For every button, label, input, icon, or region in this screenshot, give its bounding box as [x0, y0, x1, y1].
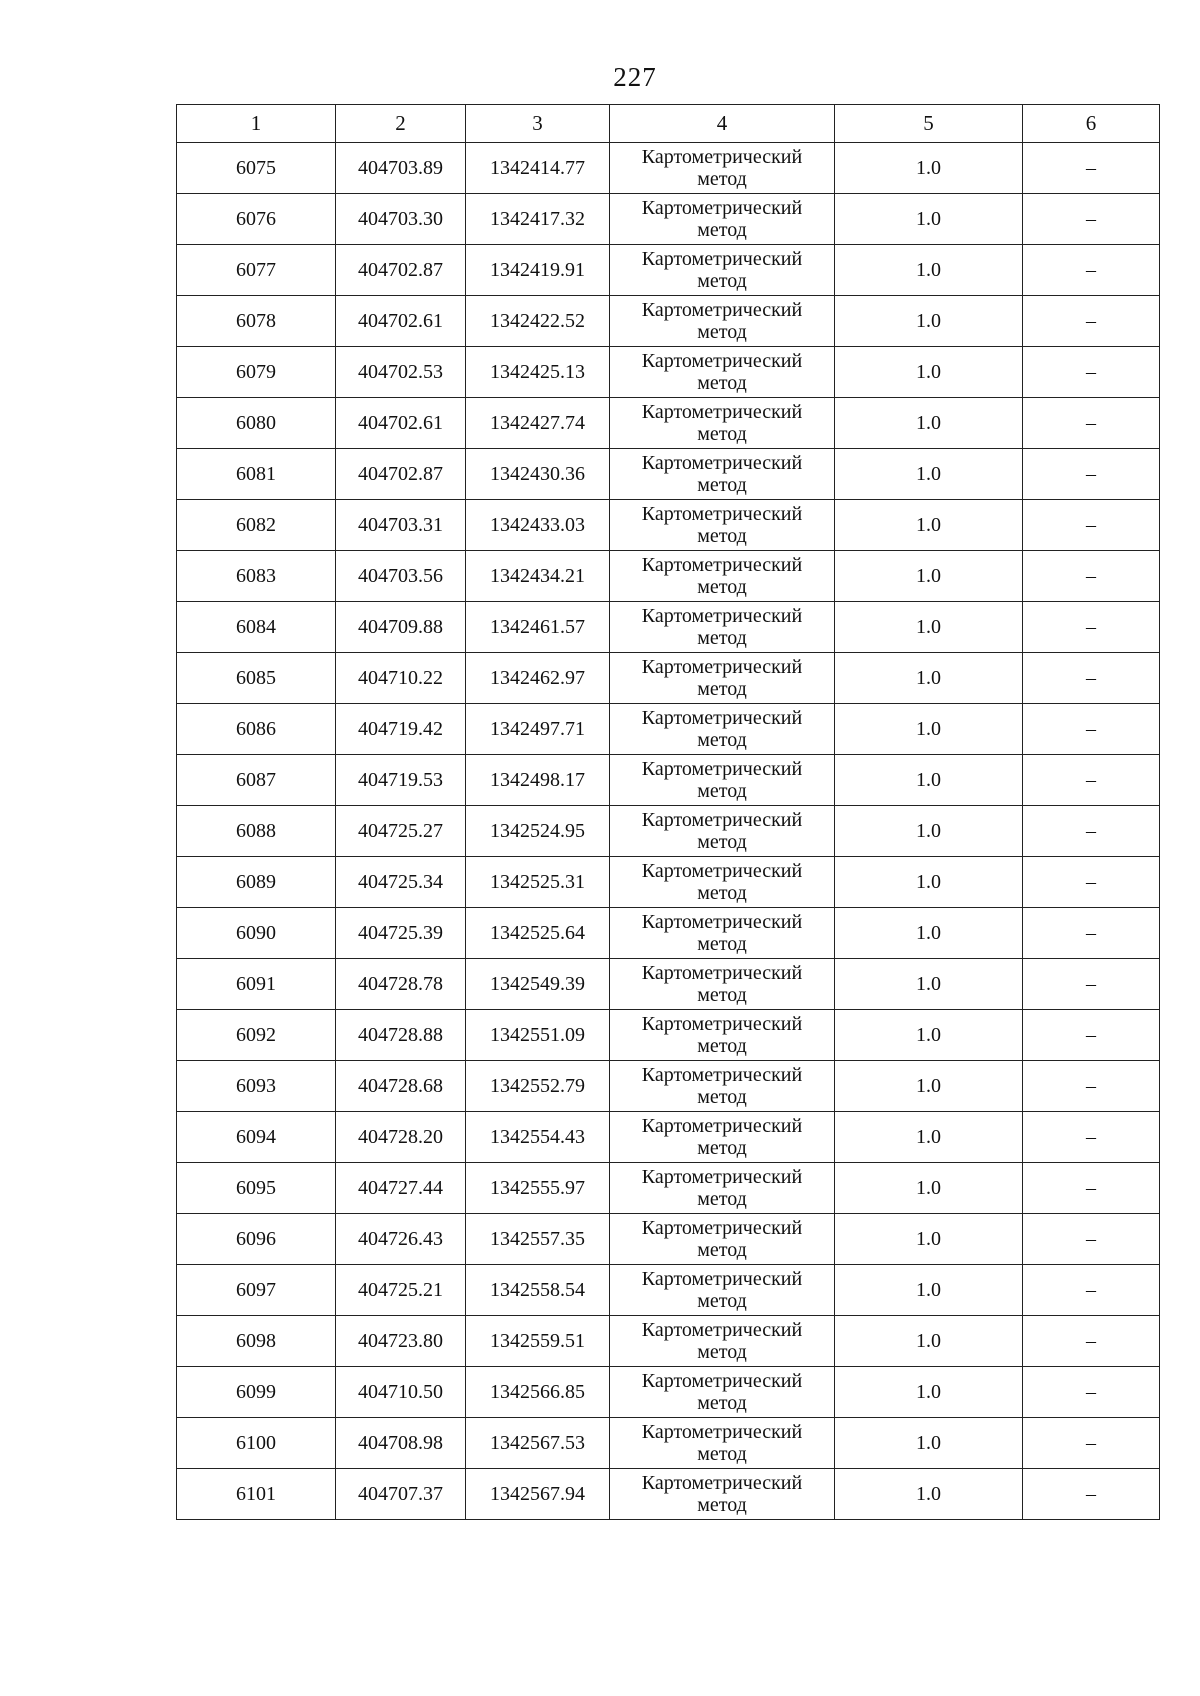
table-body: [177, 143, 1160, 1520]
y-coordinate-cell: 1342554.43: [466, 1112, 610, 1163]
point-number-cell: 6076: [177, 194, 336, 245]
table-row: [177, 704, 1160, 755]
table-row: [177, 551, 1160, 602]
method-line-1: Картометрический: [641, 452, 803, 474]
y-coordinate-cell: 1342498.17: [466, 755, 610, 806]
table-row: [177, 1367, 1160, 1418]
x-coordinate-cell: 404725.39: [336, 908, 466, 959]
method-line-2: метод: [697, 984, 747, 1006]
description-cell: –: [1023, 602, 1160, 653]
method-cell: [610, 755, 835, 806]
table-row: [177, 1265, 1160, 1316]
precision-cell: 1.0: [835, 194, 1023, 245]
description-cell: –: [1023, 857, 1160, 908]
precision-cell: 1.0: [835, 347, 1023, 398]
x-coordinate-cell: 404728.78: [336, 959, 466, 1010]
method-line-2: метод: [697, 576, 747, 598]
y-coordinate-cell: 1342461.57: [466, 602, 610, 653]
description-cell: –: [1023, 959, 1160, 1010]
precision-cell: 1.0: [835, 959, 1023, 1010]
method-line-2: метод: [697, 627, 747, 649]
method-cell: [610, 1061, 835, 1112]
point-number-cell: 6092: [177, 1010, 336, 1061]
description-cell: –: [1023, 245, 1160, 296]
method-line-2: метод: [697, 831, 747, 853]
y-coordinate-cell: 1342434.21: [466, 551, 610, 602]
y-coordinate-cell: 1342430.36: [466, 449, 610, 500]
precision-cell: 1.0: [835, 551, 1023, 602]
method-cell: [610, 1010, 835, 1061]
method-line-2: метод: [697, 1392, 747, 1414]
method-line-1: Картометрический: [641, 1115, 803, 1137]
method-line-2: метод: [697, 219, 747, 241]
x-coordinate-cell: 404702.53: [336, 347, 466, 398]
x-coordinate-cell: 404702.61: [336, 398, 466, 449]
method-line-2: метод: [697, 780, 747, 802]
precision-cell: 1.0: [835, 1316, 1023, 1367]
x-coordinate-cell: 404723.80: [336, 1316, 466, 1367]
x-coordinate-cell: 404728.68: [336, 1061, 466, 1112]
table-row: [177, 1469, 1160, 1520]
point-number-cell: 6097: [177, 1265, 336, 1316]
method-line-2: метод: [697, 1290, 747, 1312]
description-cell: –: [1023, 1061, 1160, 1112]
description-cell: –: [1023, 500, 1160, 551]
method-cell: [610, 1469, 835, 1520]
method-line-2: метод: [697, 1035, 747, 1057]
method-line-2: метод: [697, 321, 747, 343]
precision-cell: 1.0: [835, 755, 1023, 806]
table-row: [177, 959, 1160, 1010]
y-coordinate-cell: 1342414.77: [466, 143, 610, 194]
method-cell: [610, 245, 835, 296]
table-row: [177, 296, 1160, 347]
method-cell: [610, 143, 835, 194]
x-coordinate-cell: 404703.89: [336, 143, 466, 194]
method-line-1: Картометрический: [641, 350, 803, 372]
description-cell: –: [1023, 551, 1160, 602]
x-coordinate-cell: 404702.87: [336, 449, 466, 500]
point-number-cell: 6101: [177, 1469, 336, 1520]
x-coordinate-cell: 404708.98: [336, 1418, 466, 1469]
precision-cell: 1.0: [835, 245, 1023, 296]
method-line-1: Картометрический: [641, 401, 803, 423]
table-row: [177, 500, 1160, 551]
description-cell: –: [1023, 1469, 1160, 1520]
method-cell: [610, 398, 835, 449]
point-number-cell: 6078: [177, 296, 336, 347]
precision-cell: 1.0: [835, 1010, 1023, 1061]
x-coordinate-cell: 404710.50: [336, 1367, 466, 1418]
precision-cell: 1.0: [835, 398, 1023, 449]
table-row: [177, 857, 1160, 908]
precision-cell: 1.0: [835, 1061, 1023, 1112]
table-row: [177, 1061, 1160, 1112]
method-line-1: Картометрический: [641, 656, 803, 678]
method-cell: [610, 653, 835, 704]
method-line-1: Картометрический: [641, 1370, 803, 1392]
method-line-2: метод: [697, 1086, 747, 1108]
method-cell: [610, 1163, 835, 1214]
description-cell: –: [1023, 653, 1160, 704]
precision-cell: 1.0: [835, 500, 1023, 551]
point-number-cell: 6077: [177, 245, 336, 296]
x-coordinate-cell: 404709.88: [336, 602, 466, 653]
x-coordinate-cell: 404727.44: [336, 1163, 466, 1214]
y-coordinate-cell: 1342422.52: [466, 296, 610, 347]
x-coordinate-cell: 404707.37: [336, 1469, 466, 1520]
point-number-cell: 6084: [177, 602, 336, 653]
method-cell: [610, 449, 835, 500]
y-coordinate-cell: 1342425.13: [466, 347, 610, 398]
y-coordinate-cell: 1342419.91: [466, 245, 610, 296]
description-cell: –: [1023, 398, 1160, 449]
table-row: [177, 1163, 1160, 1214]
point-number-cell: 6091: [177, 959, 336, 1010]
y-coordinate-cell: 1342557.35: [466, 1214, 610, 1265]
x-coordinate-cell: 404719.53: [336, 755, 466, 806]
point-number-cell: 6087: [177, 755, 336, 806]
method-line-1: Картометрический: [641, 248, 803, 270]
method-cell: [610, 1316, 835, 1367]
description-cell: –: [1023, 143, 1160, 194]
method-line-1: Картометрический: [641, 1166, 803, 1188]
description-cell: –: [1023, 347, 1160, 398]
point-number-cell: 6088: [177, 806, 336, 857]
description-cell: –: [1023, 449, 1160, 500]
point-number-cell: 6094: [177, 1112, 336, 1163]
precision-cell: 1.0: [835, 296, 1023, 347]
description-cell: –: [1023, 1418, 1160, 1469]
method-line-1: Картометрический: [641, 1064, 803, 1086]
y-coordinate-cell: 1342417.32: [466, 194, 610, 245]
precision-cell: 1.0: [835, 1163, 1023, 1214]
description-cell: –: [1023, 296, 1160, 347]
table-row: [177, 1112, 1160, 1163]
description-cell: –: [1023, 704, 1160, 755]
method-line-1: Картометрический: [641, 1268, 803, 1290]
method-line-1: Картометрический: [641, 197, 803, 219]
method-line-1: Картометрический: [641, 1472, 803, 1494]
y-coordinate-cell: 1342549.39: [466, 959, 610, 1010]
x-coordinate-cell: 404728.20: [336, 1112, 466, 1163]
y-coordinate-cell: 1342567.53: [466, 1418, 610, 1469]
method-line-2: метод: [697, 1137, 747, 1159]
x-coordinate-cell: 404703.56: [336, 551, 466, 602]
description-cell: –: [1023, 1367, 1160, 1418]
method-line-1: Картометрический: [641, 707, 803, 729]
table-row: [177, 194, 1160, 245]
point-number-cell: 6085: [177, 653, 336, 704]
table-row: [177, 1214, 1160, 1265]
method-cell: [610, 500, 835, 551]
point-number-cell: 6083: [177, 551, 336, 602]
y-coordinate-cell: 1342433.03: [466, 500, 610, 551]
point-number-cell: 6081: [177, 449, 336, 500]
method-line-1: Картометрический: [641, 146, 803, 168]
point-number-cell: 6082: [177, 500, 336, 551]
table-row: [177, 602, 1160, 653]
table-row: [177, 143, 1160, 194]
header-col-3: 3: [466, 105, 610, 143]
header-col-5: 5: [835, 105, 1023, 143]
precision-cell: 1.0: [835, 1265, 1023, 1316]
point-number-cell: 6086: [177, 704, 336, 755]
point-number-cell: 6096: [177, 1214, 336, 1265]
point-number-cell: 6089: [177, 857, 336, 908]
method-cell: [610, 806, 835, 857]
precision-cell: 1.0: [835, 1367, 1023, 1418]
description-cell: –: [1023, 1163, 1160, 1214]
y-coordinate-cell: 1342552.79: [466, 1061, 610, 1112]
table-header-row: [177, 105, 1160, 143]
point-number-cell: 6098: [177, 1316, 336, 1367]
method-line-1: Картометрический: [641, 605, 803, 627]
method-line-2: метод: [697, 1443, 747, 1465]
description-cell: –: [1023, 1214, 1160, 1265]
method-line-2: метод: [697, 1239, 747, 1261]
method-line-2: метод: [697, 372, 747, 394]
method-cell: [610, 1418, 835, 1469]
point-number-cell: 6090: [177, 908, 336, 959]
y-coordinate-cell: 1342555.97: [466, 1163, 610, 1214]
precision-cell: 1.0: [835, 143, 1023, 194]
coordinates-table: [176, 104, 1160, 1520]
method-line-2: метод: [697, 423, 747, 445]
precision-cell: 1.0: [835, 857, 1023, 908]
precision-cell: 1.0: [835, 653, 1023, 704]
method-line-1: Картометрический: [641, 1217, 803, 1239]
x-coordinate-cell: 404726.43: [336, 1214, 466, 1265]
y-coordinate-cell: 1342551.09: [466, 1010, 610, 1061]
x-coordinate-cell: 404710.22: [336, 653, 466, 704]
precision-cell: 1.0: [835, 1214, 1023, 1265]
description-cell: –: [1023, 1010, 1160, 1061]
y-coordinate-cell: 1342525.64: [466, 908, 610, 959]
method-line-2: метод: [697, 1341, 747, 1363]
method-line-1: Картометрический: [641, 758, 803, 780]
precision-cell: 1.0: [835, 704, 1023, 755]
y-coordinate-cell: 1342427.74: [466, 398, 610, 449]
method-line-1: Картометрический: [641, 1319, 803, 1341]
method-line-2: метод: [697, 474, 747, 496]
y-coordinate-cell: 1342567.94: [466, 1469, 610, 1520]
table-row: [177, 398, 1160, 449]
y-coordinate-cell: 1342524.95: [466, 806, 610, 857]
method-line-2: метод: [697, 525, 747, 547]
table-row: [177, 1316, 1160, 1367]
table-row: [177, 806, 1160, 857]
point-number-cell: 6100: [177, 1418, 336, 1469]
method-cell: [610, 857, 835, 908]
method-cell: [610, 1265, 835, 1316]
x-coordinate-cell: 404728.88: [336, 1010, 466, 1061]
y-coordinate-cell: 1342497.71: [466, 704, 610, 755]
x-coordinate-cell: 404725.34: [336, 857, 466, 908]
y-coordinate-cell: 1342566.85: [466, 1367, 610, 1418]
table-row: [177, 449, 1160, 500]
method-line-1: Картометрический: [641, 860, 803, 882]
y-coordinate-cell: 1342525.31: [466, 857, 610, 908]
x-coordinate-cell: 404703.31: [336, 500, 466, 551]
description-cell: –: [1023, 1316, 1160, 1367]
method-cell: [610, 551, 835, 602]
x-coordinate-cell: 404702.61: [336, 296, 466, 347]
x-coordinate-cell: 404719.42: [336, 704, 466, 755]
method-line-1: Картометрический: [641, 809, 803, 831]
method-cell: [610, 908, 835, 959]
table-row: [177, 245, 1160, 296]
header-col-6: 6: [1023, 105, 1160, 143]
x-coordinate-cell: 404703.30: [336, 194, 466, 245]
page-number: 227: [613, 62, 657, 92]
table-row: [177, 1418, 1160, 1469]
table-row: [177, 1010, 1160, 1061]
point-number-cell: 6099: [177, 1367, 336, 1418]
method-line-1: Картометрический: [641, 1421, 803, 1443]
method-cell: [610, 194, 835, 245]
method-line-1: Картометрический: [641, 911, 803, 933]
method-line-2: метод: [697, 882, 747, 904]
method-line-2: метод: [697, 933, 747, 955]
precision-cell: 1.0: [835, 1112, 1023, 1163]
x-coordinate-cell: 404725.27: [336, 806, 466, 857]
precision-cell: 1.0: [835, 806, 1023, 857]
method-cell: [610, 1367, 835, 1418]
y-coordinate-cell: 1342462.97: [466, 653, 610, 704]
header-col-1: 1: [177, 105, 336, 143]
precision-cell: 1.0: [835, 908, 1023, 959]
method-line-2: метод: [697, 1188, 747, 1210]
description-cell: –: [1023, 1112, 1160, 1163]
header-col-2: 2: [336, 105, 466, 143]
point-number-cell: 6080: [177, 398, 336, 449]
method-cell: [610, 959, 835, 1010]
method-line-2: метод: [697, 1494, 747, 1516]
y-coordinate-cell: 1342559.51: [466, 1316, 610, 1367]
method-line-2: метод: [697, 729, 747, 751]
description-cell: –: [1023, 806, 1160, 857]
description-cell: –: [1023, 1265, 1160, 1316]
method-line-1: Картометрический: [641, 299, 803, 321]
description-cell: –: [1023, 908, 1160, 959]
point-number-cell: 6079: [177, 347, 336, 398]
precision-cell: 1.0: [835, 449, 1023, 500]
table-row: [177, 347, 1160, 398]
point-number-cell: 6095: [177, 1163, 336, 1214]
method-cell: [610, 704, 835, 755]
method-cell: [610, 602, 835, 653]
precision-cell: 1.0: [835, 1469, 1023, 1520]
method-line-1: Картометрический: [641, 554, 803, 576]
description-cell: –: [1023, 194, 1160, 245]
precision-cell: 1.0: [835, 1418, 1023, 1469]
method-line-1: Картометрический: [641, 1013, 803, 1035]
x-coordinate-cell: 404725.21: [336, 1265, 466, 1316]
description-cell: –: [1023, 755, 1160, 806]
method-cell: [610, 1214, 835, 1265]
precision-cell: 1.0: [835, 602, 1023, 653]
point-number-cell: 6075: [177, 143, 336, 194]
y-coordinate-cell: 1342558.54: [466, 1265, 610, 1316]
method-line-2: метод: [697, 168, 747, 190]
method-cell: [610, 296, 835, 347]
method-line-2: метод: [697, 270, 747, 292]
method-line-1: Картометрический: [641, 962, 803, 984]
table-row: [177, 908, 1160, 959]
point-number-cell: 6093: [177, 1061, 336, 1112]
table-row: [177, 653, 1160, 704]
method-cell: [610, 347, 835, 398]
method-line-1: Картометрический: [641, 503, 803, 525]
method-line-2: метод: [697, 678, 747, 700]
method-cell: [610, 1112, 835, 1163]
header-col-4: 4: [610, 105, 835, 143]
table-row: [177, 755, 1160, 806]
x-coordinate-cell: 404702.87: [336, 245, 466, 296]
